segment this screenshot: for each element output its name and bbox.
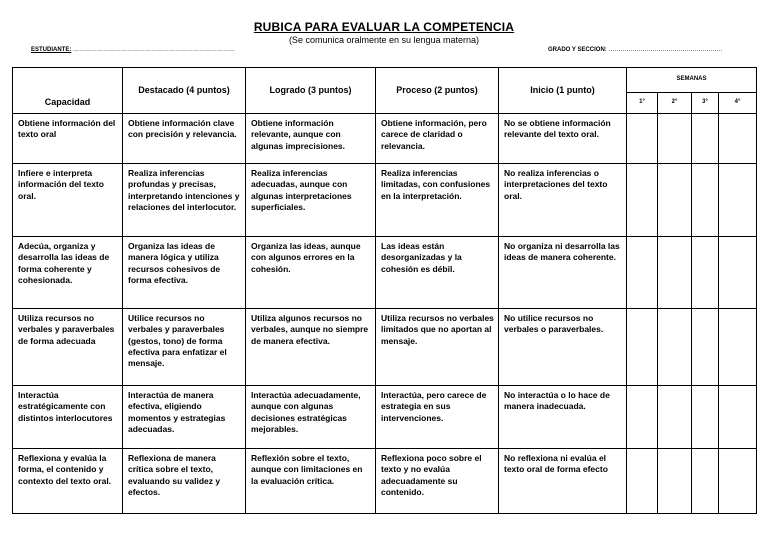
capacity-cell: Infiere e interpreta información del texto oral.	[13, 164, 123, 237]
week-header-2: 2°	[658, 93, 692, 114]
table-row	[13, 449, 757, 514]
week-1-cell[interactable]	[627, 114, 658, 164]
week-1-cell[interactable]	[627, 309, 658, 386]
grade-section-field	[548, 47, 722, 53]
week-3-cell[interactable]	[692, 309, 719, 386]
week-1-cell[interactable]	[627, 386, 658, 449]
table-row	[13, 309, 757, 386]
grade-section-label: GRADO Y SECCION:	[548, 47, 607, 53]
descriptor-proceso: Utiliza recursos no verbales limitados que no aportan al mensaje.	[376, 309, 499, 386]
descriptor-proceso: Realiza inferencias limitadas, con confusiones en la interpretación.	[376, 164, 499, 237]
week-1-cell[interactable]	[627, 237, 658, 309]
level-header-proceso: Proceso (2 puntos)	[376, 68, 499, 114]
rubric-table	[12, 67, 757, 514]
table-row	[13, 114, 757, 164]
table-row	[13, 386, 757, 449]
descriptor-destacado: Interactúa de manera efectiva, eligiendo momentos y estrategias adecuadas.	[123, 386, 246, 449]
week-4-cell[interactable]	[719, 386, 757, 449]
week-header-4: 4°	[719, 93, 757, 114]
descriptor-inicio: No interactúa o lo hace de manera inadecuada.	[499, 386, 627, 449]
week-2-cell[interactable]	[658, 449, 692, 514]
week-2-cell[interactable]	[658, 386, 692, 449]
descriptor-proceso: Obtiene información, pero carece de claridad o relevancia.	[376, 114, 499, 164]
descriptor-destacado: Reflexiona de manera crítica sobre el texto, evaluando su validez y efectos.	[123, 449, 246, 514]
week-2-cell[interactable]	[658, 114, 692, 164]
grade-section-blank[interactable]: …………………………………………………	[608, 47, 723, 53]
descriptor-logrado: Reflexión sobre el texto, aunque con limitaciones en la evaluación crítica.	[246, 449, 376, 514]
descriptor-inicio: No se obtiene información relevante del texto oral.	[499, 114, 627, 164]
week-2-cell[interactable]	[658, 309, 692, 386]
descriptor-inicio: No reflexiona ni evalúa el texto oral de forma efecto	[499, 449, 627, 514]
week-3-cell[interactable]	[692, 449, 719, 514]
page-subtitle: (Se comunica oralmente en su lengua materna)	[288, 35, 480, 45]
capacity-cell: Utiliza recursos no verbales y paraverbales de forma adecuada	[13, 309, 123, 386]
student-blank[interactable]: ………………………………………………………………………	[73, 47, 236, 53]
descriptor-logrado: Interactúa adecuadamente, aunque con algunas decisiones estratégicas mejorables.	[246, 386, 376, 449]
capacity-cell: Reflexiona y evalúa la forma, el contenido y contexto del texto oral.	[13, 449, 123, 514]
table-row	[13, 164, 757, 237]
week-3-cell[interactable]	[692, 164, 719, 237]
capacity-cell: Interactúa estratégicamente con distintos interlocutores	[13, 386, 123, 449]
level-header-inicio: Inicio (1 punto)	[499, 68, 627, 114]
descriptor-proceso: Las ideas están desorganizadas y la cohesión es débil.	[376, 237, 499, 309]
level-header-logrado: Logrado (3 puntos)	[246, 68, 376, 114]
weeks-header: SEMANAS	[627, 68, 757, 93]
descriptor-logrado: Utiliza algunos recursos no verbales, aunque no siempre de manera efectiva.	[246, 309, 376, 386]
week-2-cell[interactable]	[658, 164, 692, 237]
week-4-cell[interactable]	[719, 309, 757, 386]
descriptor-logrado: Organiza las ideas, aunque con algunos errores en la cohesión.	[246, 237, 376, 309]
descriptor-inicio: No utilice recursos no verbales o paraverbales.	[499, 309, 627, 386]
descriptor-logrado: Realiza inferencias adecuadas, aunque con algunas interpretaciones superficiales.	[246, 164, 376, 237]
week-header-3: 3°	[692, 93, 719, 114]
descriptor-proceso: Reflexiona poco sobre el texto y no evalúa adecuadamente su contenido.	[376, 449, 499, 514]
week-4-cell[interactable]	[719, 449, 757, 514]
level-header-destacado: Destacado (4 puntos)	[123, 68, 246, 114]
capacity-cell: Adecúa, organiza y desarrolla las ideas de forma coherente y cohesionada.	[13, 237, 123, 309]
student-field	[31, 47, 235, 53]
descriptor-logrado: Obtiene información relevante, aunque con algunas imprecisiones.	[246, 114, 376, 164]
week-header-1: 1°	[627, 93, 658, 114]
week-3-cell[interactable]	[692, 237, 719, 309]
descriptor-inicio: No organiza ni desarrolla las ideas de manera coherente.	[499, 237, 627, 309]
page-title: RUBICA PARA EVALUAR LA COMPETENCIA	[253, 20, 515, 34]
descriptor-destacado: Organiza las ideas de manera lógica y utiliza recursos cohesivos de forma efectiva.	[123, 237, 246, 309]
student-label: ESTUDIANTE:	[31, 47, 72, 53]
descriptor-inicio: No realiza inferencias o interpretaciones del texto oral.	[499, 164, 627, 237]
week-1-cell[interactable]	[627, 449, 658, 514]
descriptor-destacado: Realiza inferencias profundas y precisas, interpretando intenciones y relaciones del interlocutor.	[123, 164, 246, 237]
capacity-header: Capacidad	[13, 68, 123, 114]
week-2-cell[interactable]	[658, 237, 692, 309]
descriptor-destacado: Obtiene información clave con precisión y relevancia.	[123, 114, 246, 164]
descriptor-destacado: Utilice recursos no verbales y paraverbales (gestos, tono) de forma efectiva para enfatizar el mensaje.	[123, 309, 246, 386]
descriptor-proceso: Interactúa, pero carece de estrategia en sus intervenciones.	[376, 386, 499, 449]
capacity-cell: Obtiene información del texto oral	[13, 114, 123, 164]
week-3-cell[interactable]	[692, 114, 719, 164]
table-row	[13, 237, 757, 309]
week-3-cell[interactable]	[692, 386, 719, 449]
table-header-row	[13, 68, 757, 93]
week-4-cell[interactable]	[719, 237, 757, 309]
week-4-cell[interactable]	[719, 114, 757, 164]
week-1-cell[interactable]	[627, 164, 658, 237]
week-4-cell[interactable]	[719, 164, 757, 237]
